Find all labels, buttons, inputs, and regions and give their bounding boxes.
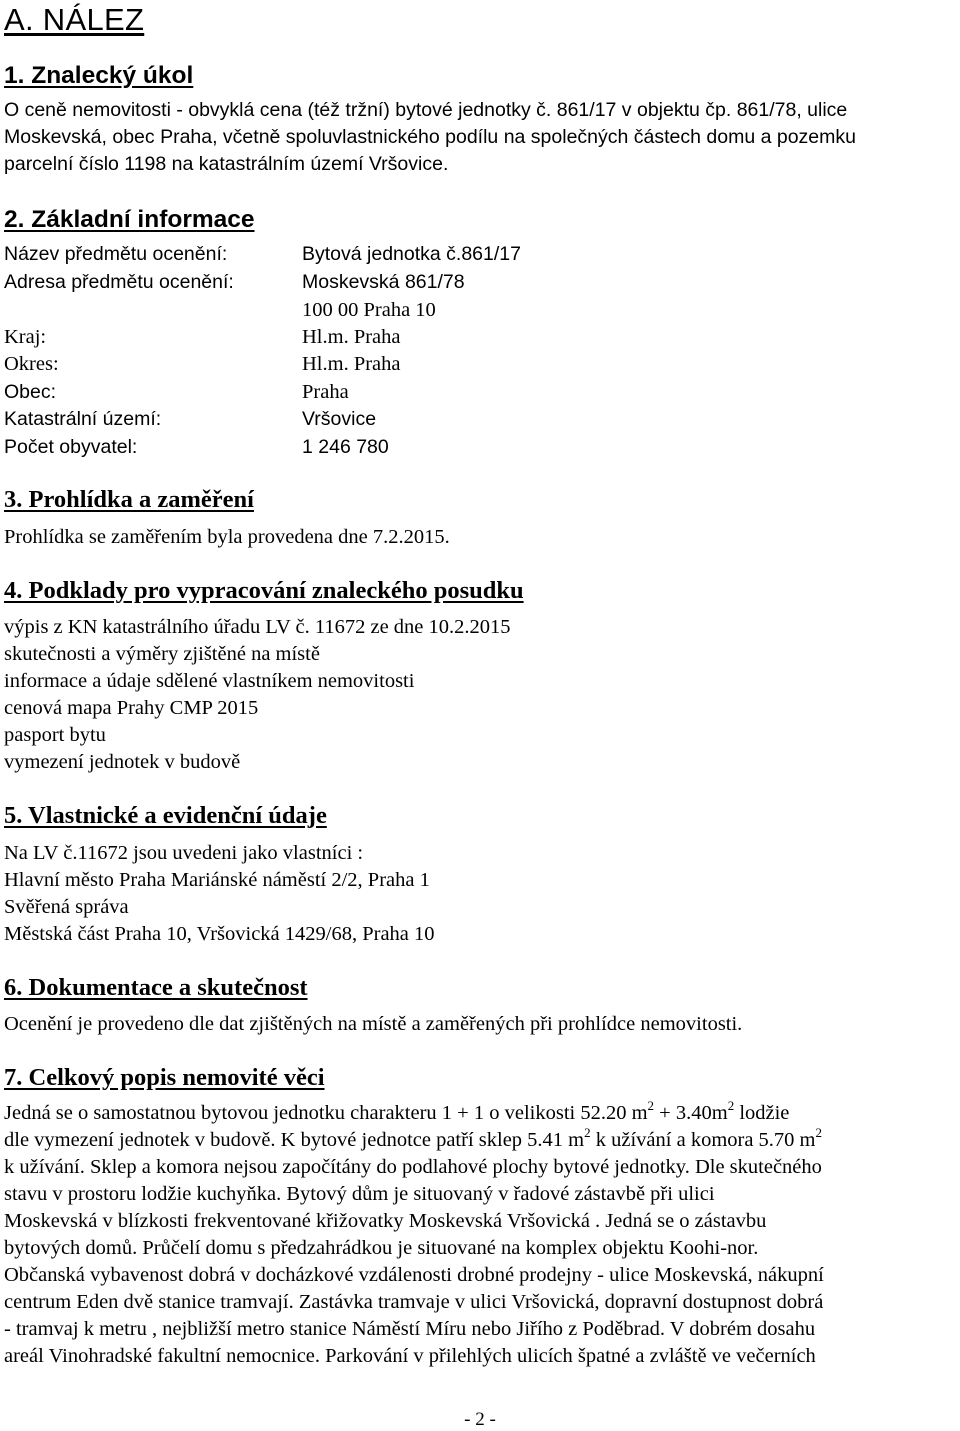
info-value: Moskevská 861/78 (302, 271, 465, 293)
info-label: Název předmětu ocenění: (4, 243, 228, 265)
description-line: bytových domů. Průčelí domu s předzahrádkou je situované na komplex objektu Koohi-nor. (4, 1237, 759, 1259)
s1-line-1: O ceně nemovitosti - obvyklá cena (též tržní) bytové jednotky č. 861/17 v objektu čp. 861/78, ulice (4, 99, 848, 121)
desc-text: lodžie (734, 1102, 790, 1124)
owner-line: Svěřená správa (4, 896, 129, 918)
desc-text: + 3.40m (654, 1102, 728, 1124)
description-line: areál Vinohradské fakultní nemocnice. Parkování v přilehlých ulicích špatné a zvláště ve večerních (4, 1345, 816, 1367)
source-item: pasport bytu (4, 724, 106, 746)
info-label: Počet obyvatel: (4, 436, 138, 458)
description-line: Občanská vybavenost dobrá v docházkové vzdálenosti drobné prodejny - ulice Moskevská, nákupní (4, 1264, 824, 1286)
info-label: Adresa předmětu ocenění: (4, 271, 234, 293)
info-value: Hl.m. Praha (302, 326, 401, 348)
info-label: Obec: (4, 381, 57, 403)
description-line: k užívání. Sklep a komora nejsou započítány do podlahové plochy bytové jednotky. Dle skutečného (4, 1156, 822, 1178)
description-line: Moskevská v blízkosti frekventované křižovatky Moskevská Vršovická . Jedná se o zástavbu (4, 1210, 767, 1232)
superscript: 2 (647, 1098, 655, 1113)
superscript: 2 (727, 1098, 735, 1113)
superscript: 2 (815, 1125, 823, 1140)
info-label: Katastrální území: (4, 408, 162, 430)
owner-line: Městská část Praha 10, Vršovická 1429/68, Praha 10 (4, 923, 435, 945)
section-3-heading: 3. Prohlídka a zaměření (4, 486, 254, 513)
source-item: vymezení jednotek v budově (4, 751, 241, 773)
s1-line-2: Moskevská, obec Praha, včetně spoluvlastnického podílu na společných částech domu a pozemku (4, 126, 856, 148)
info-value: Hl.m. Praha (302, 353, 401, 375)
page-number: - 2 - (464, 1409, 496, 1430)
section-4-heading: 4. Podklady pro vypracování znaleckého posudku (4, 577, 524, 604)
description-line: - tramvaj k metru , nejbližší metro stanice Náměstí Míru nebo Jiřího z Poděbrad. V dobrém dosahu (4, 1318, 816, 1340)
desc-text: Jedná se o samostatnou bytovou jednotku charakteru 1 + 1 o velikosti 52.20 m (4, 1102, 648, 1124)
section-5-heading: 5. Vlastnické a evidenční údaje (4, 802, 327, 829)
info-value: 100 00 Praha 10 (302, 299, 436, 321)
section-6-heading: 6. Dokumentace a skutečnost (4, 974, 308, 1001)
info-value: Praha (302, 381, 349, 403)
source-item: cenová mapa Prahy CMP 2015 (4, 697, 259, 719)
section-7-heading: 7. Celkový popis nemovité věci (4, 1064, 325, 1091)
superscript: 2 (584, 1125, 591, 1140)
info-value: Vršovice (302, 408, 377, 430)
s3-text: Prohlídka se zaměřením byla provedena dne 7.2.2015. (4, 526, 450, 548)
description-line (4, 1100, 789, 1127)
section-2-heading: 2. Základní informace (4, 206, 255, 233)
source-item: výpis z KN katastrálního úřadu LV č. 11672 ze dne 10.2.2015 (4, 616, 511, 638)
document-title: A. NÁLEZ (4, 2, 145, 37)
description-line: stavu v prostoru lodžie kuchyňka. Bytový dům je situovaný v řadové zástavbě při ulici (4, 1183, 715, 1205)
description-line (4, 1127, 822, 1154)
section-1-heading: 1. Znalecký úkol (4, 62, 194, 89)
info-value: 1 246 780 (302, 436, 389, 458)
description-line: centrum Eden dvě stanice tramvají. Zastávka tramvaje v ulici Vršovická, dopravní dostupnost dobrá (4, 1291, 824, 1313)
info-label: Kraj: (4, 326, 47, 348)
s6-text: Ocenění je provedeno dle dat zjištěných na místě a zaměřených při prohlídce nemovitosti. (4, 1013, 743, 1035)
desc-text: k užívání a komora 5.70 m (590, 1129, 816, 1151)
owner-line: Hlavní město Praha Mariánské náměstí 2/2, Praha 1 (4, 869, 430, 891)
source-item: skutečnosti a výměry zjištěné na místě (4, 643, 320, 665)
s1-line-3: parcelní číslo 1198 na katastrálním území Vršovice. (4, 153, 449, 175)
info-label: Okres: (4, 353, 59, 375)
desc-text: dle vymezení jednotek v budově. K bytové jednotce patří sklep 5.41 m (4, 1129, 585, 1151)
owner-line: Na LV č.11672 jsou uvedeni jako vlastníci : (4, 842, 364, 864)
source-item: informace a údaje sdělené vlastníkem nemovitosti (4, 670, 415, 692)
info-value: Bytová jednotka č.861/17 (302, 243, 521, 265)
